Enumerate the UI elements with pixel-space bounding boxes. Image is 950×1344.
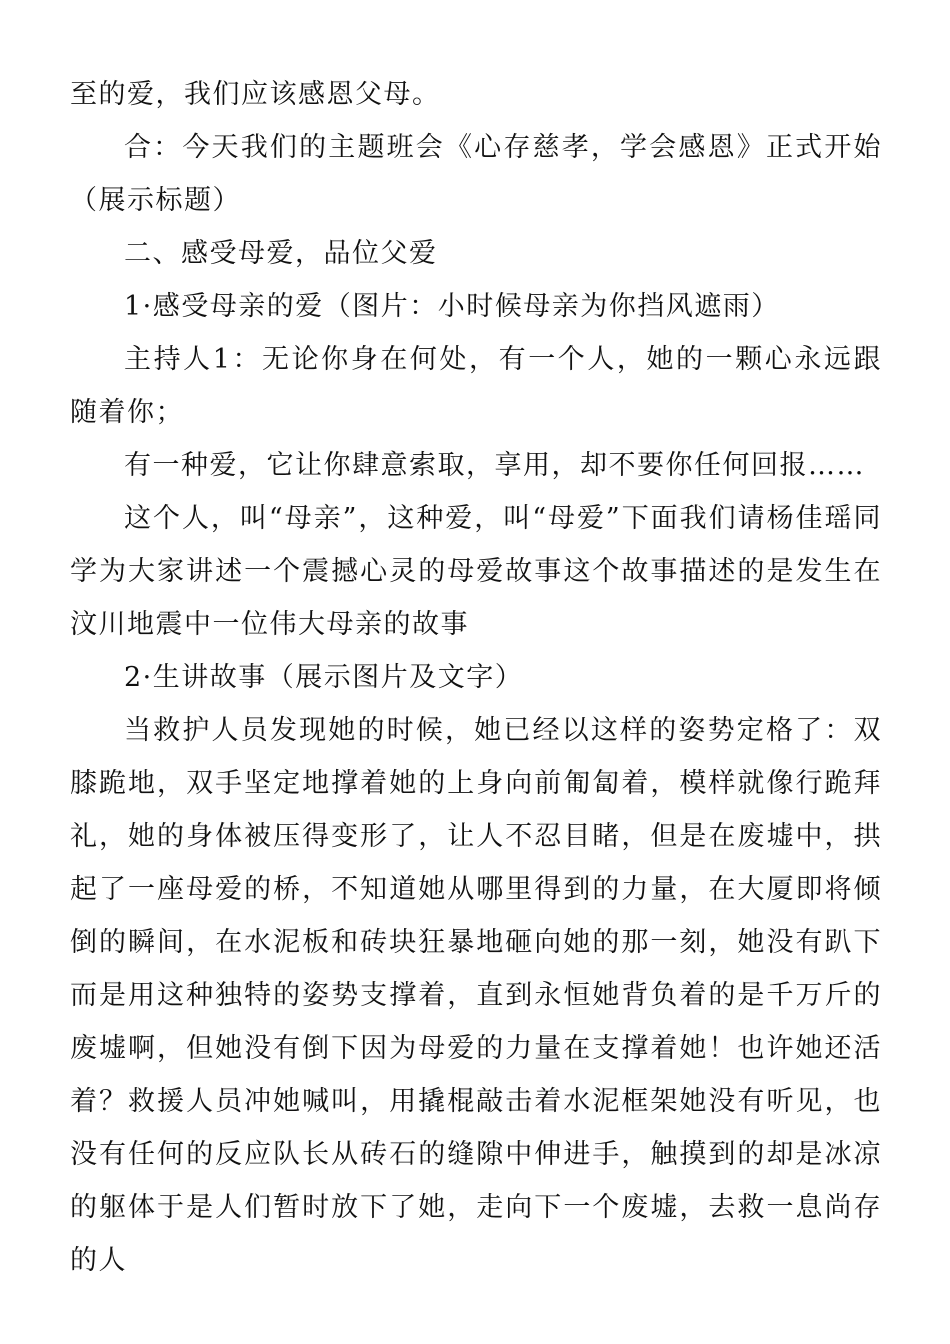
paragraph-love: 有一种爱，它让你肆意索取，享用，却不要你任何回报…… [124,450,865,481]
paragraph-story: 当救护人员发现她的时候，她已经以这样的姿势定格了：双膝跪地，双手坚定地撑着她的上身向前匍匐着，模样就像行跪拜礼，她的身体被压得变形了，让人不忍目睹，但是在废墟中，拱起了一座母爱的桥，不知道她从哪里得到的力量，在大厦即将倾倒的瞬间，在水泥板和砖块狂暴地砸向她的那一刻，她没有趴下而是用这种独特的姿势支撑着，直到永恒她背负着的是千万斤的废墟啊，但她没有倒下因为母爱的力量在支撑着她！也许她还活着？救援人员冲她喊叫，用撬棍敲击着水泥框架她没有听见，也没有任何的反应队长从砖石的缝隙中伸进手，触摸到的却是冰凉的躯体于是人们暂时放下了她，走向下一个废墟，去救一息尚存的人 [70,715,882,1276]
subsection-heading-1: 1·感受母亲的爱（图片：小时候母亲为你挡风遮雨） [124,291,780,322]
paragraph-introduction: 这个人，叫“母亲”，这种爱，叫“母爱”下面我们请杨佳瑶同学为大家讲述一个震撼心灵的母爱故事这个故事描述的是发生在汶川地震中一位伟大母亲的故事 [70,503,882,640]
paragraph-continuation: 至的爱，我们应该感恩父母。 [70,79,441,110]
subsection-heading-2: 2·生讲故事（展示图片及文字） [124,662,524,693]
paragraph-opening-announcement: 合：今天我们的主题班会《心存慈孝，学会感恩》正式开始（展示标题） [70,132,882,216]
section-heading: 二、感受母爱，品位父爱 [124,238,438,269]
paragraph-host-speech: 主持人1：无论你身在何处，有一个人，她的一颗心永远跟随着你； [70,344,882,428]
document-page [70,68,882,1287]
